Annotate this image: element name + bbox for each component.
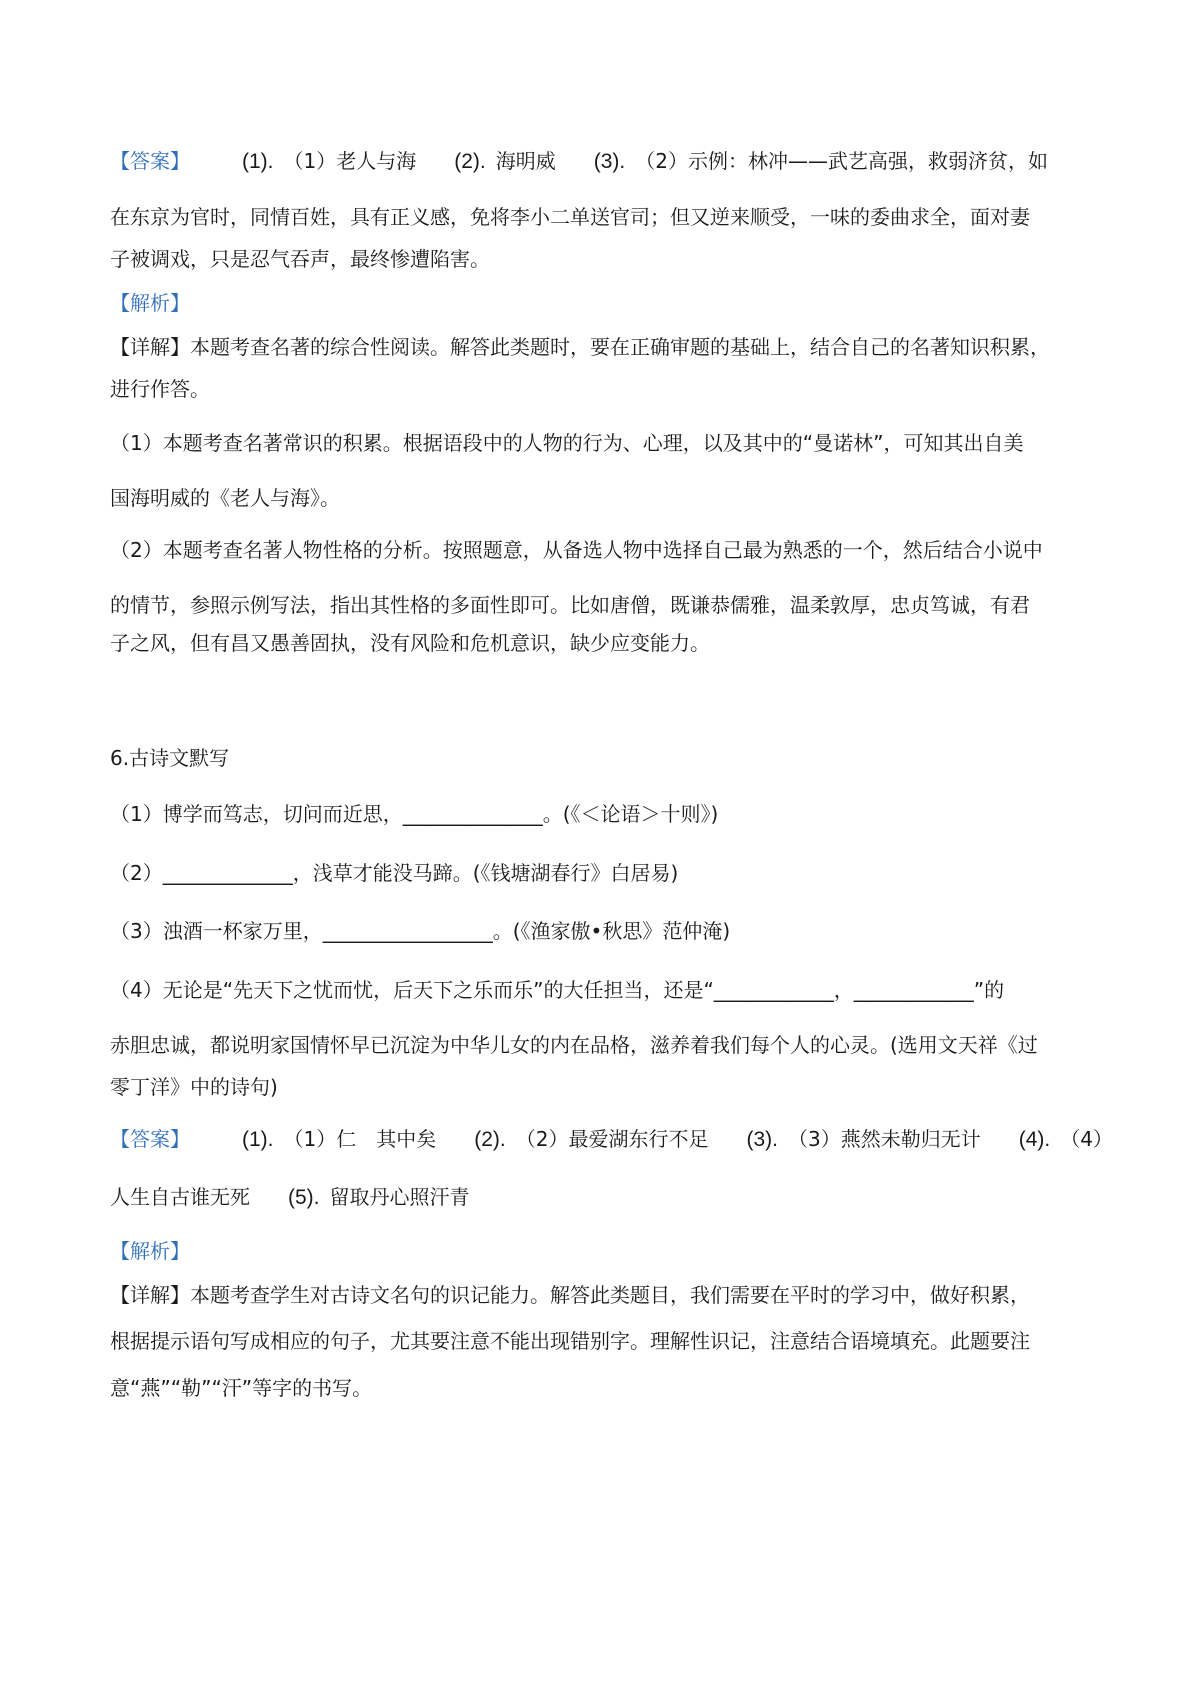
- q6-detail-2: 根据提示语句写成相应的句子，尤其要注意不能出现错别字。理解性识记，注意结合语境填充。此题要注: [110, 1329, 1030, 1353]
- q6-answer-cont: [110, 1184, 1100, 1211]
- q6-answer-text-3: （3）燕然未勒归无计: [787, 1127, 981, 1151]
- q5-answer-cont-1: 在东京为官时，同情百姓，具有正义感，免将李小二单送官司；但又逆来顺受，一味的委曲求全，面对妻: [110, 205, 1030, 229]
- q6-item-4-cont: 赤胆忠诚，都说明家国情怀早已沉淀为中华儿女的内在品格，滋养着我们每个人的心灵。(选用文天祥《过: [110, 1033, 1038, 1057]
- q6-detail-3: 意“燕”“勒”“汗”等字的书写。: [110, 1376, 373, 1400]
- q5-answer-num-2: (2).: [454, 150, 486, 173]
- q6-detail-1: 【详解】本题考查学生对古诗文名句的识记能力。解答此类题目，我们需要在平时的学习中，做好积累，: [110, 1283, 1030, 1307]
- q6-answer-num-2: (2).: [474, 1128, 506, 1151]
- q6-answer-num-4: (4).: [1018, 1128, 1051, 1151]
- q6-answer-num-5: (5).: [288, 1186, 320, 1209]
- q6-item-3: （3）浊酒一杯家万里，_________________。(《渔家傲•秋思》范仲淹): [110, 919, 731, 943]
- q6-answer-text-4-cont: 人生自古谁无死: [110, 1185, 250, 1209]
- q6-item-4: （4）无论是“先天下之忧而忧，后天下之乐而乐”的大任担当，还是“____________，____________”的: [110, 978, 1005, 1002]
- q6-answer-label: 【答案】: [110, 1127, 190, 1151]
- q6-answer-text-1: （1）仁 其中矣: [283, 1127, 437, 1151]
- q5-answer-text-3: （2）示例：林冲——武艺高强，救弱济贫，如: [635, 149, 1048, 173]
- q5-answer-text-2: 海明威: [495, 149, 556, 173]
- q6-answer-text-5: 留取丹心照汗青: [329, 1185, 470, 1209]
- q6-answer-num-3: (3).: [746, 1128, 778, 1151]
- q6-analysis-label: 【解析】: [110, 1239, 190, 1263]
- q6-item-1: （1）博学而笃志，切问而近思，______________。(《＜论语＞十则》): [110, 802, 719, 826]
- q6-answer-line: [110, 1126, 1113, 1153]
- q6-answer-text-2: （2）最爱湖东行不足: [515, 1127, 709, 1151]
- q6-answer-text-4: （4）: [1060, 1127, 1113, 1151]
- q5-answer-num-1: (1).: [242, 150, 274, 173]
- q5-answer-text-1: （1）老人与海: [283, 149, 417, 173]
- q5-answer-cont-2: 子被调戏，只是忍气吞声，最终惨遭陷害。: [110, 247, 490, 271]
- q5-detail-6: 的情节，参照示例写法，指出其性格的多面性即可。比如唐僧，既谦恭儒雅，温柔敦厚，忠贞笃诚，有君: [110, 593, 1030, 617]
- q5-answer-num-3: (3).: [593, 150, 626, 173]
- q5-analysis-label: 【解析】: [110, 291, 190, 315]
- q6-answer-num-1: (1).: [242, 1128, 274, 1151]
- q6-item-4-cont-2: 零丁洋》中的诗句): [110, 1075, 278, 1099]
- q5-detail-2: 进行作答。: [110, 377, 210, 401]
- q5-answer-line: [110, 148, 1100, 175]
- q5-detail-7: 子之风，但有昌又愚善固执，没有风险和危机意识，缺少应变能力。: [110, 631, 710, 655]
- q5-detail-1: 【详解】本题考查名著的综合性阅读。解答此类题时，要在正确审题的基础上，结合自己的名著知识积累，: [110, 335, 1050, 359]
- q6-item-2: （2）_____________，浅草才能没马蹄。(《钱塘湖春行》白居易): [110, 861, 679, 885]
- q6-title: 6.古诗文默写: [110, 746, 230, 770]
- q5-detail-4: 国海明威的《老人与海》。: [110, 486, 340, 510]
- q5-detail-5: （2）本题考查名著人物性格的分析。按照题意，从备选人物中选择自己最为熟悉的一个，然后结合小说中: [110, 538, 1043, 562]
- q5-detail-3: （1）本题考查名著常识的积累。根据语段中的人物的行为、心理，以及其中的“曼诺林”，可知其出自美: [110, 431, 1024, 455]
- q5-answer-label: 【答案】: [110, 149, 190, 173]
